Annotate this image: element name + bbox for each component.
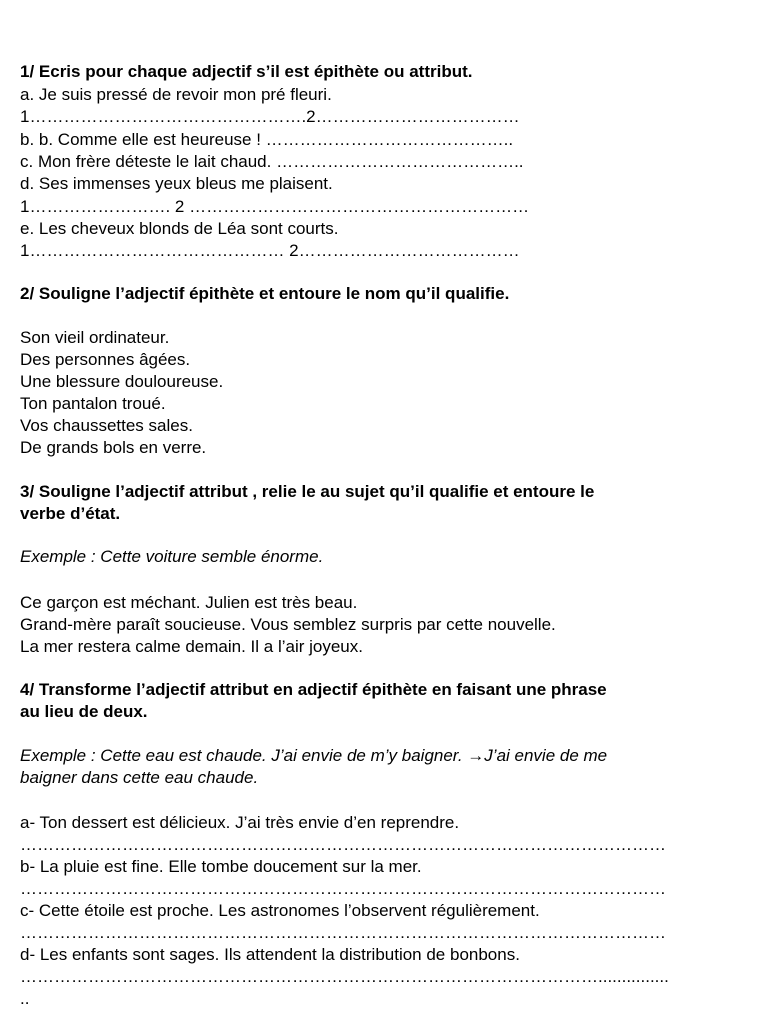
exercise-1-answer-a: 1………………………………………….2……………………………… (20, 107, 520, 126)
exercise-1-item-e: e. Les cheveux blonds de Léa sont courts. (20, 219, 339, 238)
exercise-4-item-b: b- La pluie est fine. Elle tombe doucement sur la mer. (20, 857, 422, 876)
exercise-1-item-b: b. b. Comme elle est heureuse ! …………………………………….. (20, 130, 514, 149)
exercise-4-item-a: a- Ton dessert est délicieux. J’ai très envie d’en reprendre. (20, 813, 460, 832)
exercise-2-line: Une blessure douloureuse. (20, 372, 224, 391)
exercise-3-line: La mer restera calme demain. Il a l’air joyeux. (20, 637, 363, 656)
exercise-3-line: Ce garçon est méchant. Julien est très beau. (20, 593, 358, 612)
exercise-4-example-cont: baigner dans cette eau chaude. (20, 768, 259, 787)
exercise-3-title-cont: verbe d’état. (20, 504, 121, 523)
exercise-2-title: 2/ Souligne l’adjectif épithète et entoure le nom qu’il qualifie. (20, 284, 510, 303)
exercise-4-answer-a: …………………………………………………………………………………………………… (20, 835, 666, 854)
exercise-1-item-a: a. Je suis pressé de revoir mon pré fleuri. (20, 85, 332, 104)
exercise-2-line: Vos chaussettes sales. (20, 416, 193, 435)
exercise-4-item-c: c- Cette étoile est proche. Les astronomes l’observent régulièrement. (20, 901, 540, 920)
exercise-4-answer-d-cont: .. (20, 989, 30, 1008)
exercise-1-item-d: d. Ses immenses yeux bleus me plaisent. (20, 174, 333, 193)
exercise-1-answer-d: 1……………………. 2 …………………………………………………… (20, 197, 530, 216)
exercise-4-answer-c: …………………………………………………………………………………………………… (20, 923, 666, 942)
exercise-4-item-d: d- Les enfants sont sages. Ils attendent la distribution de bonbons. (20, 945, 520, 964)
exercise-4-example: Exemple : Cette eau est chaude. J’ai envie de m’y baigner. →J’ai envie de me (20, 746, 608, 765)
exercise-4-title: 4/ Transforme l’adjectif attribut en adjectif épithète en faisant une phrase (20, 680, 607, 699)
exercise-3-title: 3/ Souligne l’adjectif attribut , relie le au sujet qu’il qualifie et entoure le (20, 482, 595, 501)
exercise-4-answer-d: …………………………………………………………………………………………............... (20, 967, 669, 986)
exercise-1-answer-e: 1……………………………………… 2………………………………… (20, 241, 520, 260)
exercise-4-answer-b: …………………………………………………………………………………………………… (20, 879, 666, 898)
exercise-3-line: Grand-mère paraît soucieuse. Vous semblez surpris par cette nouvelle. (20, 615, 556, 634)
exercise-4-title-cont: au lieu de deux. (20, 702, 148, 721)
exercise-1-item-c: c. Mon frère déteste le lait chaud. …………………………………….. (20, 152, 524, 171)
exercise-2-line: Son vieil ordinateur. (20, 328, 170, 347)
exercise-2-line: Ton pantalon troué. (20, 394, 166, 413)
exercise-1-title: 1/ Ecris pour chaque adjectif s’il est épithète ou attribut. (20, 62, 473, 81)
exercise-2-line: Des personnes âgées. (20, 350, 191, 369)
exercise-3-example: Exemple : Cette voiture semble énorme. (20, 547, 324, 566)
exercise-2-line: De grands bols en verre. (20, 438, 207, 457)
